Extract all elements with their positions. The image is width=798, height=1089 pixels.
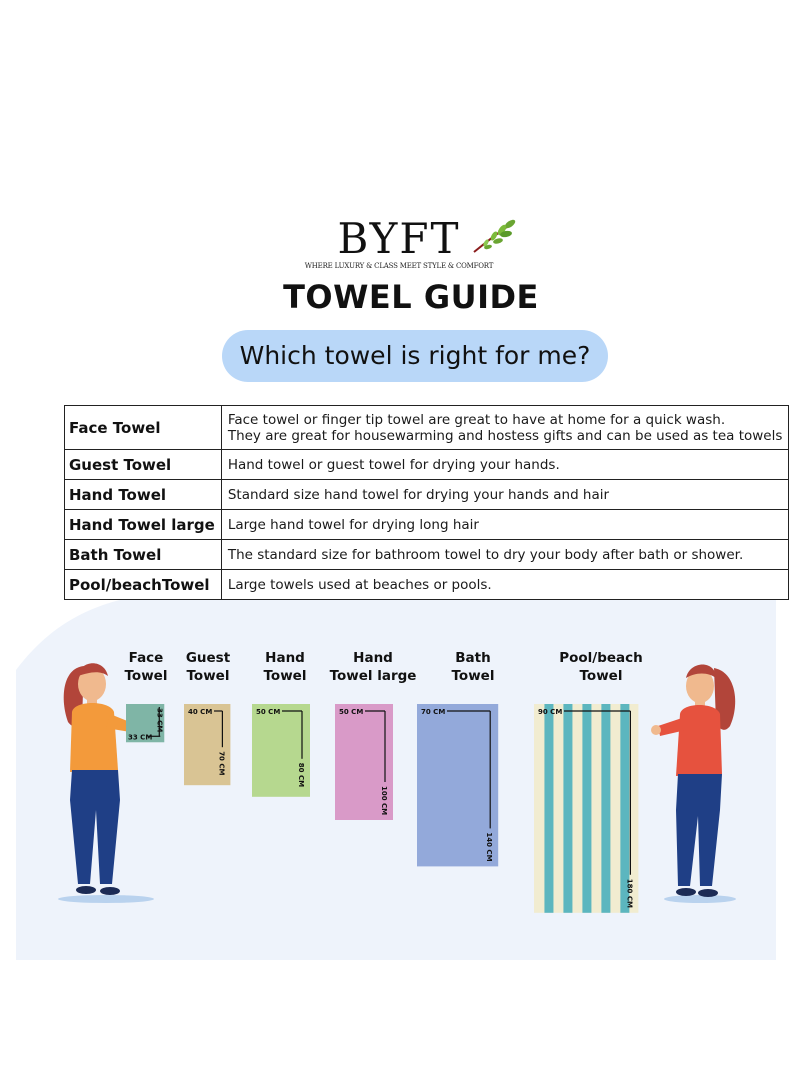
description-line: The standard size for bathroom towel to dry your body after bath or shower.	[227, 546, 744, 563]
description-line: Standard size hand towel for drying your hands and hair	[227, 486, 610, 503]
description-line: Large towels used at beaches or pools.	[227, 576, 492, 593]
towel-column-label-line: Face	[128, 650, 164, 666]
towel	[417, 704, 498, 866]
towels-layer	[126, 704, 638, 913]
width-label: 50 CM	[256, 708, 281, 716]
towel-column-label-line: Bath	[455, 650, 491, 666]
towel-column-label-line: Hand	[265, 650, 305, 666]
question-banner: Which towel is right for me?	[222, 330, 608, 382]
towel-column-label-line: Towel	[186, 668, 230, 684]
page-title: TOWEL GUIDE	[283, 278, 539, 316]
towel-type-cell: Guest Towel	[65, 450, 222, 480]
towel-type-cell: Bath Towel	[65, 540, 222, 570]
height-label: 80 CM	[297, 762, 305, 788]
towel-column-label-line: Towel	[451, 668, 495, 684]
width-label: 33 CM	[128, 733, 153, 742]
towel-column-label-line: Towel	[579, 668, 623, 684]
towel-column-label-line: Towel large	[329, 668, 417, 684]
towel-type-cell: Pool/beachTowel	[65, 570, 222, 600]
height-label: 70 CM	[217, 751, 226, 776]
height-label: 180 CM	[625, 878, 634, 908]
towel-column-label-line: Hand	[353, 650, 393, 666]
towel-column-label-line: Towel	[263, 668, 307, 684]
towel-column-label-line: Towel	[124, 668, 168, 684]
description-line: Large hand towel for drying long hair	[227, 516, 479, 533]
towel	[252, 704, 310, 797]
towel-stripe	[544, 704, 553, 913]
woman-right-illustration	[651, 665, 735, 898]
towel	[335, 704, 393, 820]
height-label: 33 CM	[155, 708, 164, 733]
towel	[126, 704, 164, 742]
floor-shadow-right	[664, 895, 736, 903]
description-line: Hand towel or guest towel for drying your hands.	[227, 456, 560, 473]
towel-type-cell: Face Towel	[65, 406, 222, 450]
towel-type-cell: Hand Towel	[65, 480, 222, 510]
width-label: 70 CM	[421, 708, 446, 716]
description-line: Face towel or finger tip towel are great to have at home for a quick wash.	[227, 411, 726, 428]
woman-left-illustration	[64, 663, 137, 895]
brand-logo-text: BYFT	[337, 214, 461, 263]
towel-column-label-line: Pool/beach	[559, 650, 643, 666]
towel-stripe	[563, 704, 572, 913]
towel-stripe	[601, 704, 610, 913]
towel	[534, 704, 638, 913]
width-label: 90 CM	[538, 708, 563, 716]
towel-type-cell: Hand Towel large	[65, 510, 222, 540]
brand-tagline: WHERE LUXURY & CLASS MEET STYLE & COMFORT	[304, 262, 494, 270]
width-label: 50 CM	[339, 708, 364, 716]
width-label: 40 CM	[188, 708, 213, 716]
floor-shadow-left	[58, 895, 154, 903]
towel-column-label-line: Guest	[185, 650, 231, 666]
height-label: 140 CM	[485, 832, 494, 862]
towel	[184, 704, 230, 785]
description-line: They are great for housewarming and hostess gifts and can be used as tea towels	[227, 427, 783, 444]
towel-stripe	[582, 704, 591, 913]
height-label: 100 CM	[380, 786, 388, 816]
